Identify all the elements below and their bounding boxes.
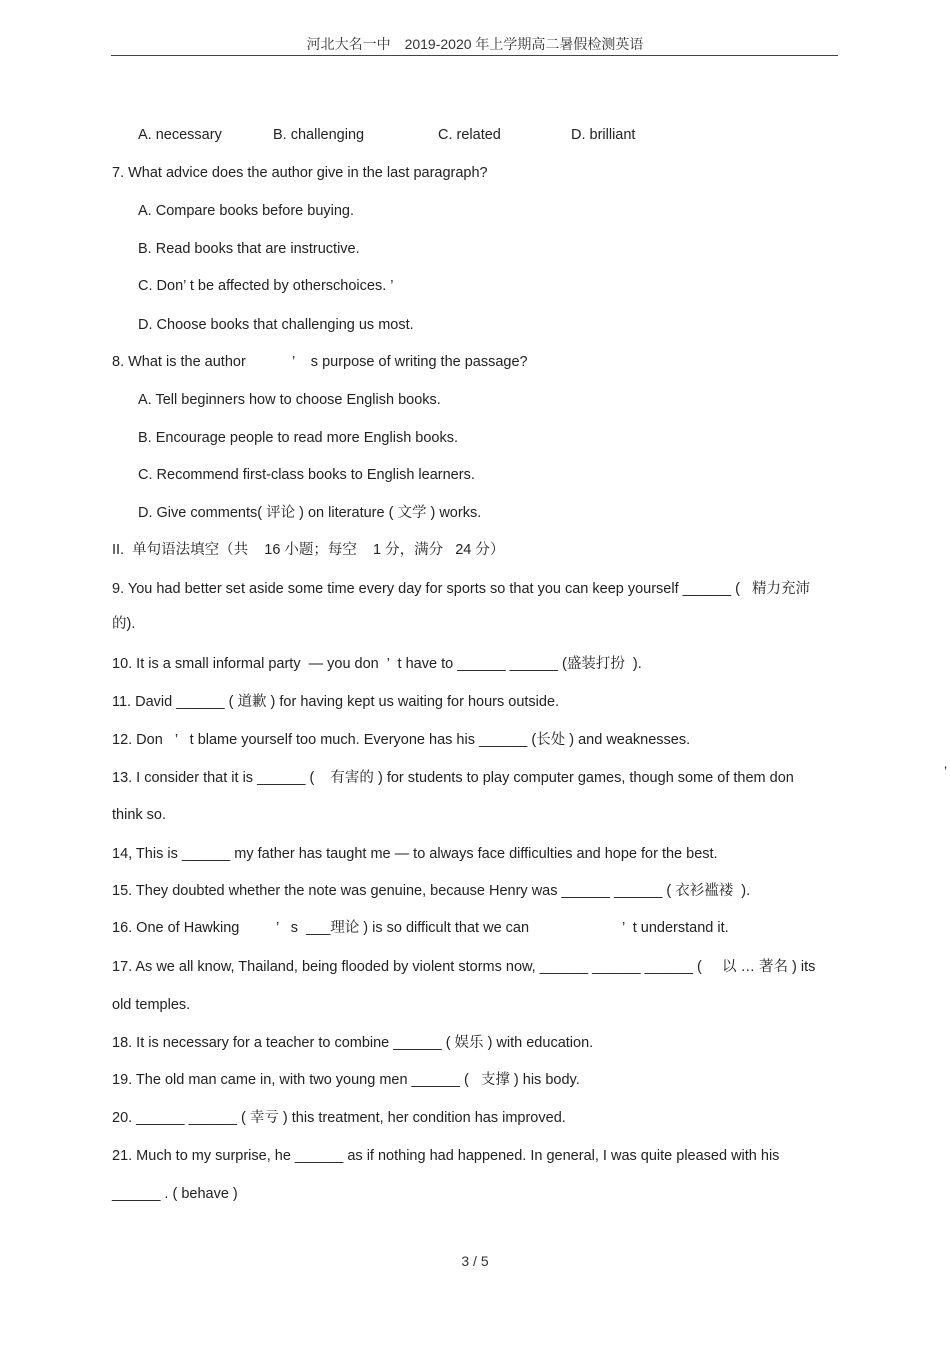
q8-option-c: C. Recommend first-class books to English learners. (138, 467, 475, 483)
q19: 19. The old man came in, with two young men ______ ( 支撑 ) his body. (112, 1072, 580, 1088)
q13-line-1: 13. I consider that it is ______ ( 有害的 ) for students to play computer games, though some of them don (112, 770, 794, 786)
header-rule (111, 55, 838, 56)
q10: 10. It is a small informal party — you don ’ t have to ______ ______ (盛装打扮 ). (112, 656, 642, 672)
q18: 18. It is necessary for a teacher to combine ______ ( 娱乐 ) with education. (112, 1035, 594, 1051)
q8-option-a: A. Tell beginners how to choose English books. (138, 392, 441, 408)
q6-option-d: D. brilliant (571, 127, 636, 143)
q21-line-1: 21. Much to my surprise, he ______ as if nothing had happened. In general, I was quite pleased with his (112, 1148, 780, 1164)
q7-option-b: B. Read books that are instructive. (138, 241, 360, 257)
q6-option-a: A. necessary (138, 127, 222, 143)
q15: 15. They doubted whether the note was genuine, because Henry was ______ ______ ( 衣衫褴褛 ). (112, 883, 751, 899)
page-header: 河北大名一中 2019-2020 年上学期高二暑假检测英语 (306, 36, 644, 52)
q13-apostrophe: ’ (944, 763, 948, 779)
q7-stem: 7. What advice does the author give in the last paragraph? (112, 165, 488, 181)
q17-line-1: 17. As we all know, Thailand, being flooded by violent storms now, ______ ______ ______ ( 以 … 著名 ) its (112, 959, 816, 975)
q16-part2: ’ s ___理论 ) is so difficult that we can (276, 920, 530, 936)
q7-option-c: C. Don’ t be affected by otherschoices. ’ (138, 278, 394, 294)
q8-stem-part2: ’ s purpose of writing the passage? (292, 354, 528, 370)
q17-line-2: old temples. (112, 997, 191, 1013)
q14: 14, This is ______ my father has taught me — to always face difficulties and hope for the best. (112, 846, 718, 862)
q8-stem-part1: 8. What is the author (112, 354, 246, 370)
q8-option-b: B. Encourage people to read more English books. (138, 430, 459, 446)
q8-option-d: D. Give comments( 评论 ) on literature ( 文学 ) works. (138, 505, 482, 521)
q16-part1: 16. One of Hawking (112, 920, 240, 936)
q12: 12. Don ’ t blame yourself too much. Everyone has his ______ (长处 ) and weaknesses. (112, 732, 691, 748)
q13-line-2: think so. (112, 807, 166, 823)
q21-line-2: ______ . ( behave ) (112, 1186, 238, 1202)
q9-line-2: 的). (112, 616, 136, 632)
q9-line-1: 9. You had better set aside some time every day for sports so that you can keep yourself ______ ( 精力充沛 (112, 581, 810, 597)
q7-option-d: D. Choose books that challenging us most. (138, 317, 414, 333)
q16-part3: ’ t understand it. (622, 920, 729, 936)
q6-option-c: C. related (438, 127, 501, 143)
q6-option-b: B. challenging (273, 127, 365, 143)
q11: 11. David ______ ( 道歉 ) for having kept us waiting for hours outside. (112, 694, 560, 710)
page-number: 3 / 5 (461, 1253, 489, 1269)
q20: 20. ______ ______ ( 幸亏 ) this treatment, her condition has improved. (112, 1110, 566, 1126)
q7-option-a: A. Compare books before buying. (138, 203, 355, 219)
section-2-title: II. 单句语法填空（共 16 小题；每空 1 分，满分 24 分） (112, 542, 505, 558)
